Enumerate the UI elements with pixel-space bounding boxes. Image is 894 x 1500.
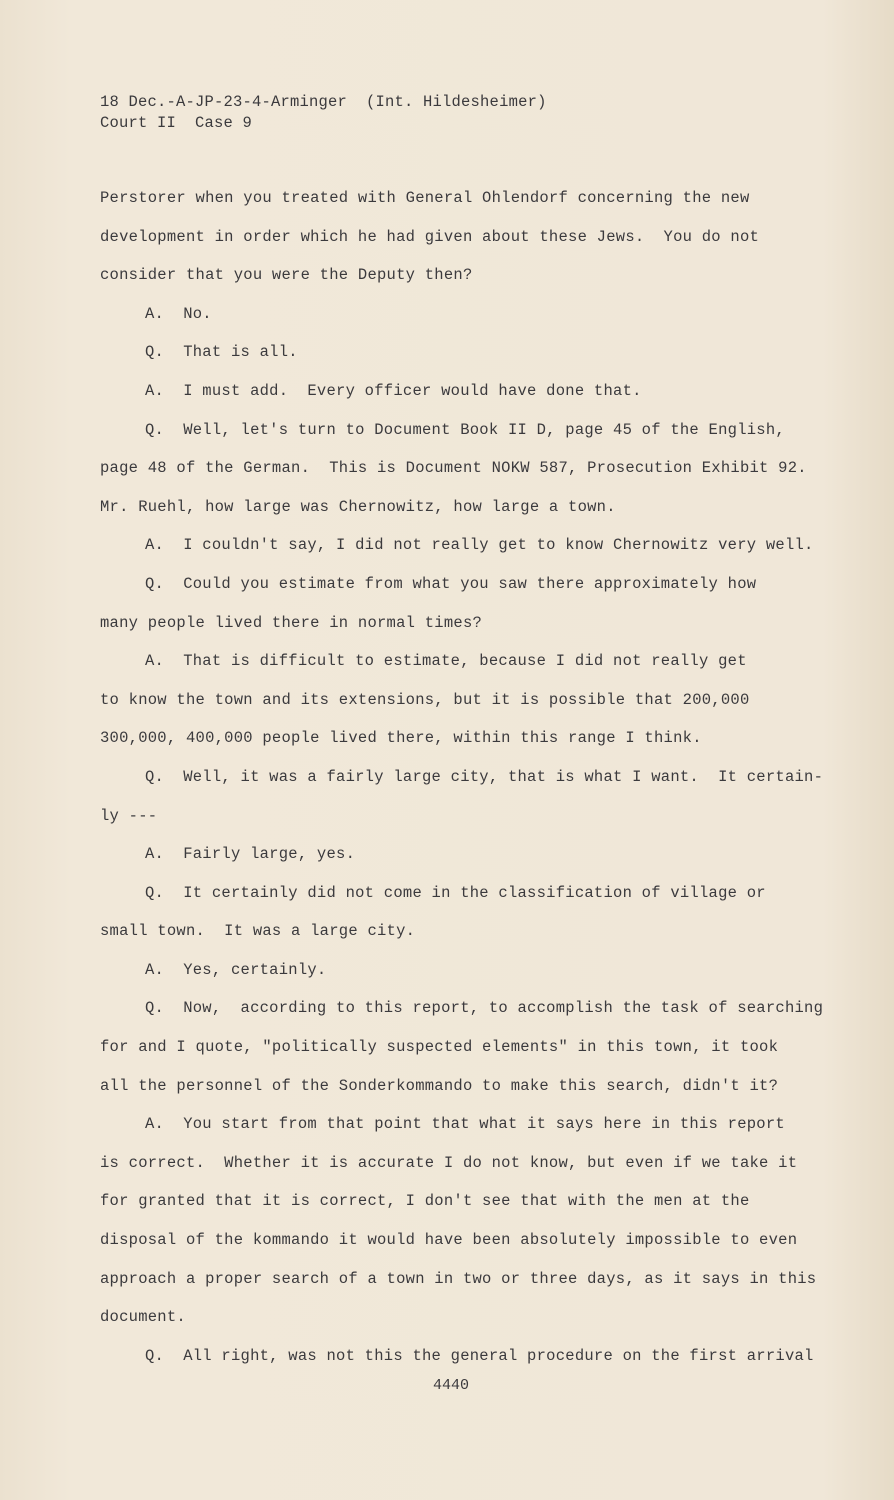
transcript-line: page 48 of the German. This is Document NOKW 587, Prosecution Exhibit 92. [100,459,807,478]
transcript-line: Perstorer when you treated with General Ohlendorf concerning the new [100,189,750,207]
question-line: Q. Well, let's turn to Document Book II D, page 45 of the English, [145,420,785,439]
transcript-line: 300,000, 400,000 people lived there, within this range I think. [100,729,702,748]
transcript-line: all the personnel of the Sonderkommando to make this search, didn't it? [100,1076,779,1095]
answer-line: A. Fairly large, yes. [145,845,356,864]
transcript-line: disposal of the kommando it would have been absolutely impossible to even [100,1231,798,1250]
transcript-body [100,186,840,1382]
transcript-line: approach a proper search of a town in two or three days, as it says in this [100,1269,817,1288]
transcript-line: is correct. Whether it is accurate I do not know, but even if we take it [100,1153,798,1172]
header-line-date-case: 18 Dec.-A-JP-23-4-Arminger (Int. Hildesheimer) [100,93,547,111]
transcript-line: for granted that it is correct, I don't see that with the men at the [100,1192,750,1211]
transcript-line: small town. It was a large city. [100,922,416,941]
answer-line: A. Yes, certainly. [145,960,327,979]
transcript-line: Mr. Ruehl, how large was Chernowitz, how large a town. [100,497,616,516]
transcript-line: to know the town and its extensions, but it is possible that 200,000 [100,690,750,709]
transcript-line: for and I quote, "politically suspected elements" in this town, it took [100,1038,779,1057]
transcript-line: many people lived there in normal times? [100,613,483,632]
transcript-line: document. [100,1308,186,1327]
answer-line: A. I must add. Every officer would have done that. [145,381,642,400]
answer-line: A. You start from that point that what it says here in this report [145,1115,785,1134]
header-line-court: Court II Case 9 [100,114,253,132]
question-line: Q. That is all. [145,343,298,362]
transcript-line: consider that you were the Deputy then? [100,266,473,285]
transcript-line: ly --- [100,806,158,825]
page-number: 4440 [432,1377,469,1394]
document-header [100,92,547,134]
answer-line: A. I couldn't say, I did not really get to know Chernowitz very well. [145,536,814,555]
question-line: Q. Well, it was a fairly large city, that is what I want. It certain- [145,767,824,786]
question-line: Q. Now, according to this report, to accomplish the task of searching [145,999,824,1018]
transcript-line: development in order which he had given about these Jews. You do not [100,227,760,246]
question-line: Q. Could you estimate from what you saw there approximately how [145,574,757,593]
answer-line: A. That is difficult to estimate, because I did not really get [145,652,747,671]
answer-line: A. No. [145,304,212,323]
question-line: Q. All right, was not this the general procedure on the first arrival [145,1346,814,1365]
question-line: Q. It certainly did not come in the classification of village or [145,883,766,902]
